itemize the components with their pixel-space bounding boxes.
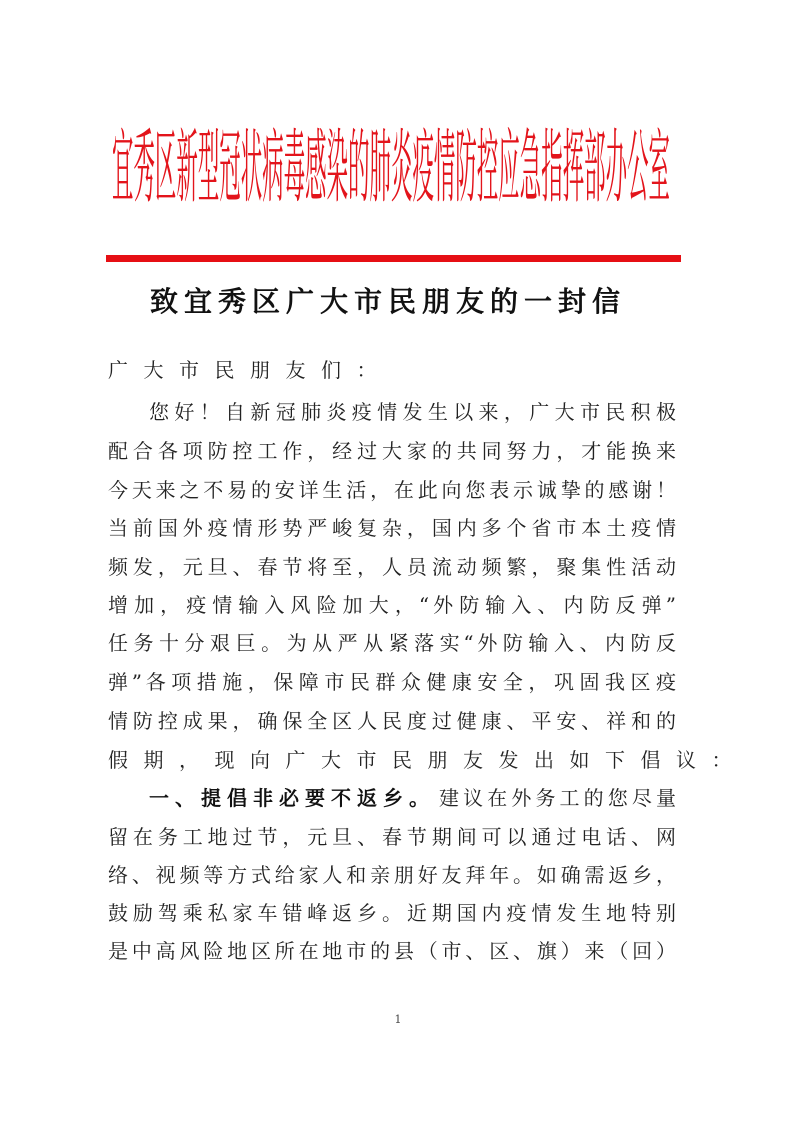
paragraph-line: 弹 ” 各 项 措 施 ， 保 障 市 民 群 众 健 康 安 全 ， 巩 固 我 区 疫 <box>108 670 676 694</box>
section-1-heading: 一、提倡非必要不返乡。 <box>149 786 435 810</box>
issuer-letterhead <box>112 122 670 214</box>
paragraph-line: 您 好 ！ 自 新 冠 肺 炎 疫 情 发 生 以 来 ， 广 大 市 民 积 极 <box>149 400 676 424</box>
paragraph-line: 建 议 在 外 务 工 的 您 尽 量 <box>439 786 676 810</box>
issuer-name: 宜秀区新型冠状病毒感染的肺炎疫情防控应急指挥部办公室 <box>112 122 670 214</box>
paragraph-line: 今 天 来 之 不 易 的 安 详 生 活 ， 在 此 向 您 表 示 诚 挚 的 感 谢 ！ <box>108 478 676 502</box>
paragraph-line: 当 前 国 外 疫 情 形 势 严 峻 复 杂 ， 国 内 多 个 省 市 本 土 疫 情 <box>108 516 676 540</box>
section-1-first-line <box>149 783 676 813</box>
paragraph-line: 情 防 控 成 果 ， 确 保 全 区 人 民 度 过 健 康 、 平 安 、 祥 和 的 <box>108 709 676 733</box>
paragraph-line: 配 合 各 项 防 控 工 作 ， 经 过 大 家 的 共 同 努 力 ， 才 能 换 来 <box>108 439 676 463</box>
salutation: 广大市民朋友们： <box>108 358 392 382</box>
letter-title: 致 宜 秀 区 广 大 市 民 朋 友 的 一 封 信 <box>150 285 620 318</box>
paragraph-line: 是 中 高 风 险 地 区 所 在 地 市 的 县 （ 市 、 区 、 旗 ） 来 （ 回 ） <box>108 939 676 963</box>
letterhead-divider <box>106 255 681 262</box>
paragraph-line: 鼓 励 驾 乘 私 家 车 错 峰 返 乡 。 近 期 国 内 疫 情 发 生 地 特 别 <box>108 901 676 925</box>
paragraph-line: 络 、 视 频 等 方 式 给 家 人 和 亲 朋 好 友 拜 年 。 如 确 需 返 乡 ， <box>108 863 676 887</box>
paragraph-line: 留 在 务 工 地 过 节 ， 元 旦 、 春 节 期 间 可 以 通 过 电 话 、 网 <box>108 825 676 849</box>
paragraph-line: 任 务 十 分 艰 巨 。 为 从 严 从 紧 落 实 “ 外 防 输 入 、 内 防 反 <box>108 631 676 655</box>
paragraph-line: 假期，现向广大市民朋友发出如下倡议： <box>108 748 747 772</box>
paragraph-line: 增 加 ， 疫 情 输 入 风 险 加 大 ， “ 外 防 输 入 、 内 防 反 弹 ” <box>108 593 676 617</box>
page-number: 1 <box>394 1013 402 1026</box>
paragraph-line: 频 发 ， 元 旦 、 春 节 将 至 ， 人 员 流 动 频 繁 ， 聚 集 性 活 动 <box>108 555 676 579</box>
